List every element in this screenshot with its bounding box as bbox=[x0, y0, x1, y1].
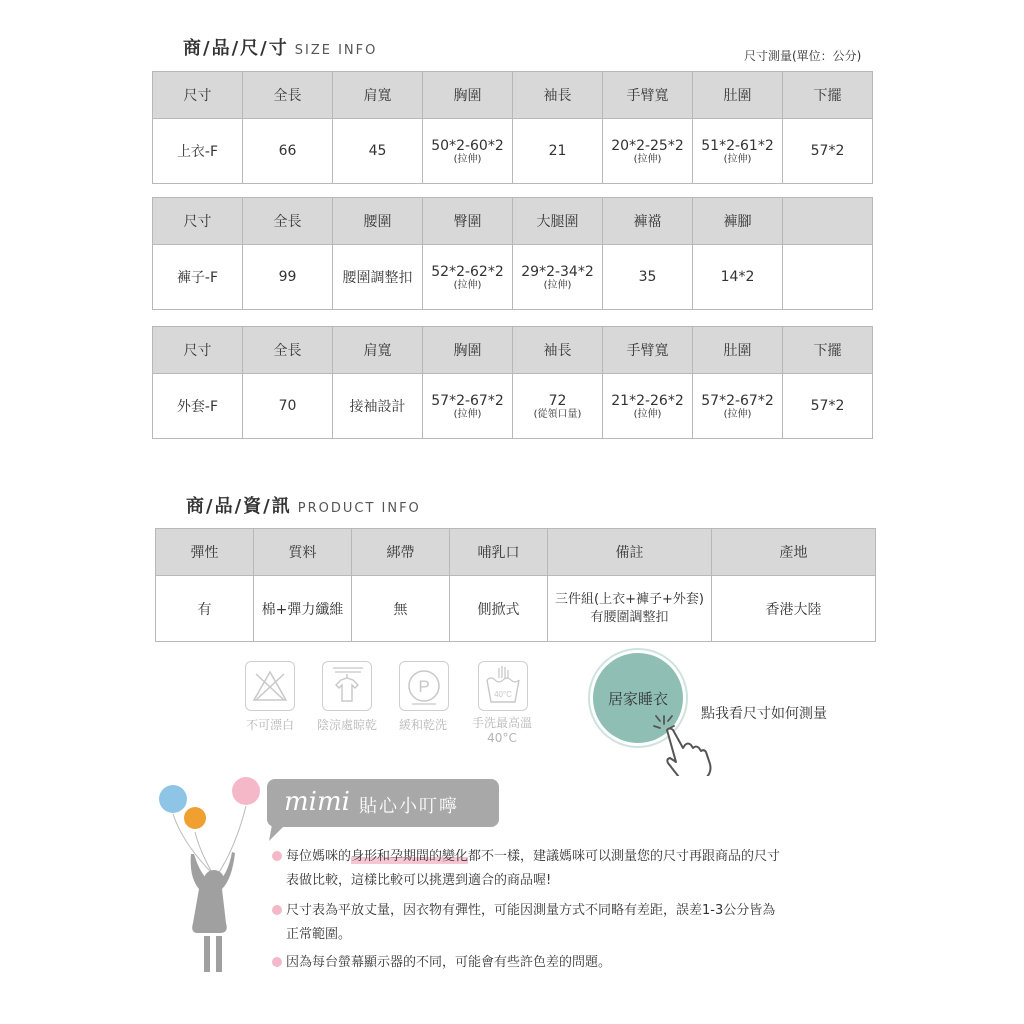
table-row bbox=[153, 119, 873, 184]
table-cell: 57*2 bbox=[783, 119, 873, 184]
tip-item-1: 每位媽咪的身形和孕期間的變化都不一樣，建議媽咪可以測量您的尺寸再跟商品的尺寸 表做比較，這樣比較可以挑選到適合的商品喔! bbox=[272, 845, 892, 893]
table-cell: 21*2-26*2 (拉伸) bbox=[603, 374, 693, 439]
table-cell: 外套-F bbox=[153, 374, 243, 439]
bullet-dot bbox=[272, 851, 282, 861]
shade-dry-icon bbox=[322, 661, 372, 711]
header-cell: 尺寸 bbox=[153, 72, 243, 119]
header-cell: 肩寬 bbox=[333, 72, 423, 119]
header-cell: 袖長 bbox=[513, 327, 603, 374]
hand-wash-icon bbox=[478, 661, 528, 711]
table-cell: 72 (從領口量) bbox=[513, 374, 603, 439]
header-cell: 手臂寬 bbox=[603, 327, 693, 374]
table-cell: 52*2-62*2 (拉伸) bbox=[423, 245, 513, 310]
table-cell: 側掀式 bbox=[450, 576, 548, 642]
header-cell: 褲襠 bbox=[603, 198, 693, 245]
size-section-title bbox=[183, 34, 377, 60]
tip-item-3: 因為每台螢幕顯示器的不同，可能會有些許色差的問題。 bbox=[272, 951, 892, 975]
hand-wash-temp: 40°C bbox=[494, 690, 512, 699]
size-table-pants bbox=[152, 197, 873, 310]
table-cell: 99 bbox=[243, 245, 333, 310]
header-cell: 尺寸 bbox=[153, 327, 243, 374]
table-cell: 接袖設計 bbox=[333, 374, 423, 439]
table-cell: 66 bbox=[243, 119, 333, 184]
header-cell: 產地 bbox=[712, 529, 876, 576]
header-cell: 肚圍 bbox=[693, 72, 783, 119]
table-cell: 上衣-F bbox=[153, 119, 243, 184]
table-cell: 50*2-60*2 (拉伸) bbox=[423, 119, 513, 184]
table-cell: 57*2 bbox=[783, 374, 873, 439]
table-cell: 棉+彈力纖維 bbox=[254, 576, 352, 642]
unit-note: 尺寸測量(單位：公分) bbox=[744, 49, 862, 63]
header-cell: 褲腳 bbox=[693, 198, 783, 245]
care-label: 緩和乾洗 bbox=[398, 718, 447, 732]
header-cell bbox=[783, 198, 873, 245]
care-label: 不可漂白 bbox=[245, 718, 294, 732]
product-info-table bbox=[155, 528, 876, 642]
table-row bbox=[153, 245, 873, 310]
bullet-dot bbox=[272, 905, 282, 915]
table-cell: 70 bbox=[243, 374, 333, 439]
tip-highlight: 身形和孕期間的變化 bbox=[351, 849, 469, 864]
table-cell: 有 bbox=[156, 576, 254, 642]
tips-title: 貼心小叮嚀 bbox=[359, 796, 459, 817]
product-title-text: 商/品/資/訊 bbox=[186, 496, 292, 517]
header-cell: 胸圍 bbox=[423, 72, 513, 119]
table-cell: 57*2-67*2 (拉伸) bbox=[423, 374, 513, 439]
header-cell: 胸圍 bbox=[423, 327, 513, 374]
care-label: 手洗最高溫 40°C bbox=[471, 716, 532, 745]
header-cell: 下擺 bbox=[783, 72, 873, 119]
size-table-top bbox=[152, 71, 873, 184]
table-header-row bbox=[153, 198, 873, 245]
table-cell: 20*2-25*2 (拉伸) bbox=[603, 119, 693, 184]
table-header-row bbox=[153, 327, 873, 374]
note-line1: 三件組(上衣+褲子+外套) bbox=[555, 591, 704, 607]
no-bleach-icon bbox=[245, 661, 295, 711]
svg-text:P: P bbox=[418, 677, 430, 696]
header-cell: 尺寸 bbox=[153, 198, 243, 245]
size-title-text: 商/品/尺/寸 bbox=[183, 38, 289, 59]
measure-link[interactable]: 點我看尺寸如何測量 bbox=[701, 706, 827, 722]
dry-clean-icon bbox=[399, 661, 449, 711]
table-cell: 35 bbox=[603, 245, 693, 310]
tip-item-2: 尺寸表為平放丈量，因衣物有彈性，可能因測量方式不同略有差距，誤差1-3公分皆為 正常範圍。 bbox=[272, 899, 892, 947]
note-line2: 有腰圍調整扣 bbox=[590, 609, 669, 625]
size-subtitle: SIZE INFO bbox=[294, 43, 378, 58]
table-cell bbox=[548, 576, 712, 642]
table-cell: 57*2-67*2 (拉伸) bbox=[693, 374, 783, 439]
header-cell: 下擺 bbox=[783, 327, 873, 374]
tips-brand: mimi bbox=[284, 787, 350, 817]
table-cell: 29*2-34*2 (拉伸) bbox=[513, 245, 603, 310]
header-cell: 大腿圍 bbox=[513, 198, 603, 245]
header-cell: 綁帶 bbox=[352, 529, 450, 576]
header-cell: 手臂寬 bbox=[603, 72, 693, 119]
header-cell: 腰圍 bbox=[333, 198, 423, 245]
table-cell: 14*2 bbox=[693, 245, 783, 310]
header-cell: 質料 bbox=[254, 529, 352, 576]
product-section-title bbox=[186, 492, 421, 518]
table-cell: 無 bbox=[352, 576, 450, 642]
header-cell: 彈性 bbox=[156, 529, 254, 576]
header-cell: 臀圍 bbox=[423, 198, 513, 245]
table-row bbox=[156, 576, 876, 642]
header-cell: 全長 bbox=[243, 72, 333, 119]
category-badge-label: 居家睡衣 bbox=[607, 689, 668, 708]
product-subtitle: PRODUCT INFO bbox=[297, 501, 421, 516]
header-cell: 肩寬 bbox=[333, 327, 423, 374]
bullet-dot bbox=[272, 957, 282, 967]
table-cell: 45 bbox=[333, 119, 423, 184]
table-cell bbox=[783, 245, 873, 310]
header-cell: 肚圍 bbox=[693, 327, 783, 374]
table-cell: 21 bbox=[513, 119, 603, 184]
table-cell: 腰圍調整扣 bbox=[333, 245, 423, 310]
girl-balloons-illustration bbox=[150, 770, 270, 980]
table-cell: 51*2-61*2 (拉伸) bbox=[693, 119, 783, 184]
table-cell: 香港大陸 bbox=[712, 576, 876, 642]
size-table-jacket bbox=[152, 326, 873, 439]
header-cell: 備註 bbox=[548, 529, 712, 576]
header-cell: 全長 bbox=[243, 327, 333, 374]
table-cell: 褲子-F bbox=[153, 245, 243, 310]
table-header-row bbox=[156, 529, 876, 576]
header-cell: 袖長 bbox=[513, 72, 603, 119]
header-cell: 全長 bbox=[243, 198, 333, 245]
tips-bubble bbox=[267, 779, 499, 827]
care-label: 陰涼處晾乾 bbox=[316, 718, 377, 732]
table-header-row bbox=[153, 72, 873, 119]
header-cell: 哺乳口 bbox=[450, 529, 548, 576]
table-row bbox=[153, 374, 873, 439]
